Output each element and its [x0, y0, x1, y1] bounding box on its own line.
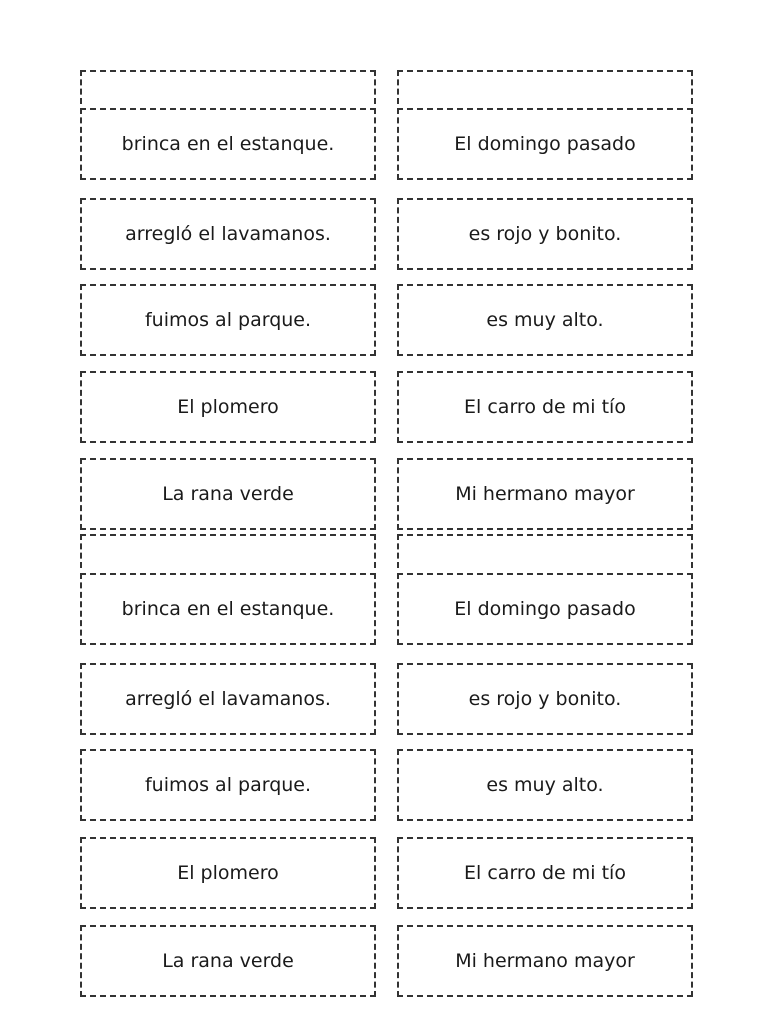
- card-text: El carro de mi tío: [464, 396, 626, 418]
- card-text: El domingo pasado: [454, 133, 636, 155]
- sentence-card[interactable]: [80, 573, 376, 645]
- card-text: es rojo y bonito.: [468, 223, 622, 245]
- card-text: El domingo pasado: [454, 598, 636, 620]
- sentence-card[interactable]: [397, 371, 693, 443]
- partial-card-right-top: [397, 70, 693, 104]
- sentence-card[interactable]: [397, 284, 693, 356]
- card-text: Mi hermano mayor: [455, 950, 635, 972]
- sentence-card[interactable]: [397, 458, 693, 530]
- card-text: Mi hermano mayor: [455, 483, 635, 505]
- sentence-card[interactable]: [397, 837, 693, 909]
- sentence-card[interactable]: [397, 749, 693, 821]
- card-text: brinca en el estanque.: [121, 598, 335, 620]
- sentence-card[interactable]: [80, 925, 376, 997]
- card-text: fuimos al parque.: [144, 309, 312, 331]
- sentence-card[interactable]: [80, 284, 376, 356]
- card-text: fuimos al parque.: [144, 774, 312, 796]
- sentence-card[interactable]: [397, 925, 693, 997]
- partial-card-right-top: [397, 534, 693, 568]
- card-text: La rana verde: [162, 950, 294, 972]
- partial-card-left-top: [80, 534, 376, 568]
- card-text: brinca en el estanque.: [121, 133, 335, 155]
- sentence-card[interactable]: [397, 198, 693, 270]
- card-text: es muy alto.: [486, 309, 604, 331]
- card-text: es rojo y bonito.: [468, 688, 622, 710]
- sentence-card[interactable]: [397, 663, 693, 735]
- sentence-card[interactable]: [80, 458, 376, 530]
- partial-card-left-top: [80, 70, 376, 104]
- card-text: es muy alto.: [486, 774, 604, 796]
- sentence-card[interactable]: [80, 663, 376, 735]
- sentence-card[interactable]: [397, 108, 693, 180]
- card-text: El plomero: [177, 862, 279, 884]
- sentence-card[interactable]: [80, 749, 376, 821]
- card-text: El plomero: [177, 396, 279, 418]
- card-text: La rana verde: [162, 483, 294, 505]
- sentence-card[interactable]: [80, 837, 376, 909]
- card-text: El carro de mi tío: [464, 862, 626, 884]
- card-text: arregló el lavamanos.: [125, 688, 331, 710]
- sentence-card[interactable]: [80, 108, 376, 180]
- sentence-card[interactable]: [80, 371, 376, 443]
- sentence-card[interactable]: [397, 573, 693, 645]
- card-text: arregló el lavamanos.: [125, 223, 331, 245]
- sentence-card[interactable]: [80, 198, 376, 270]
